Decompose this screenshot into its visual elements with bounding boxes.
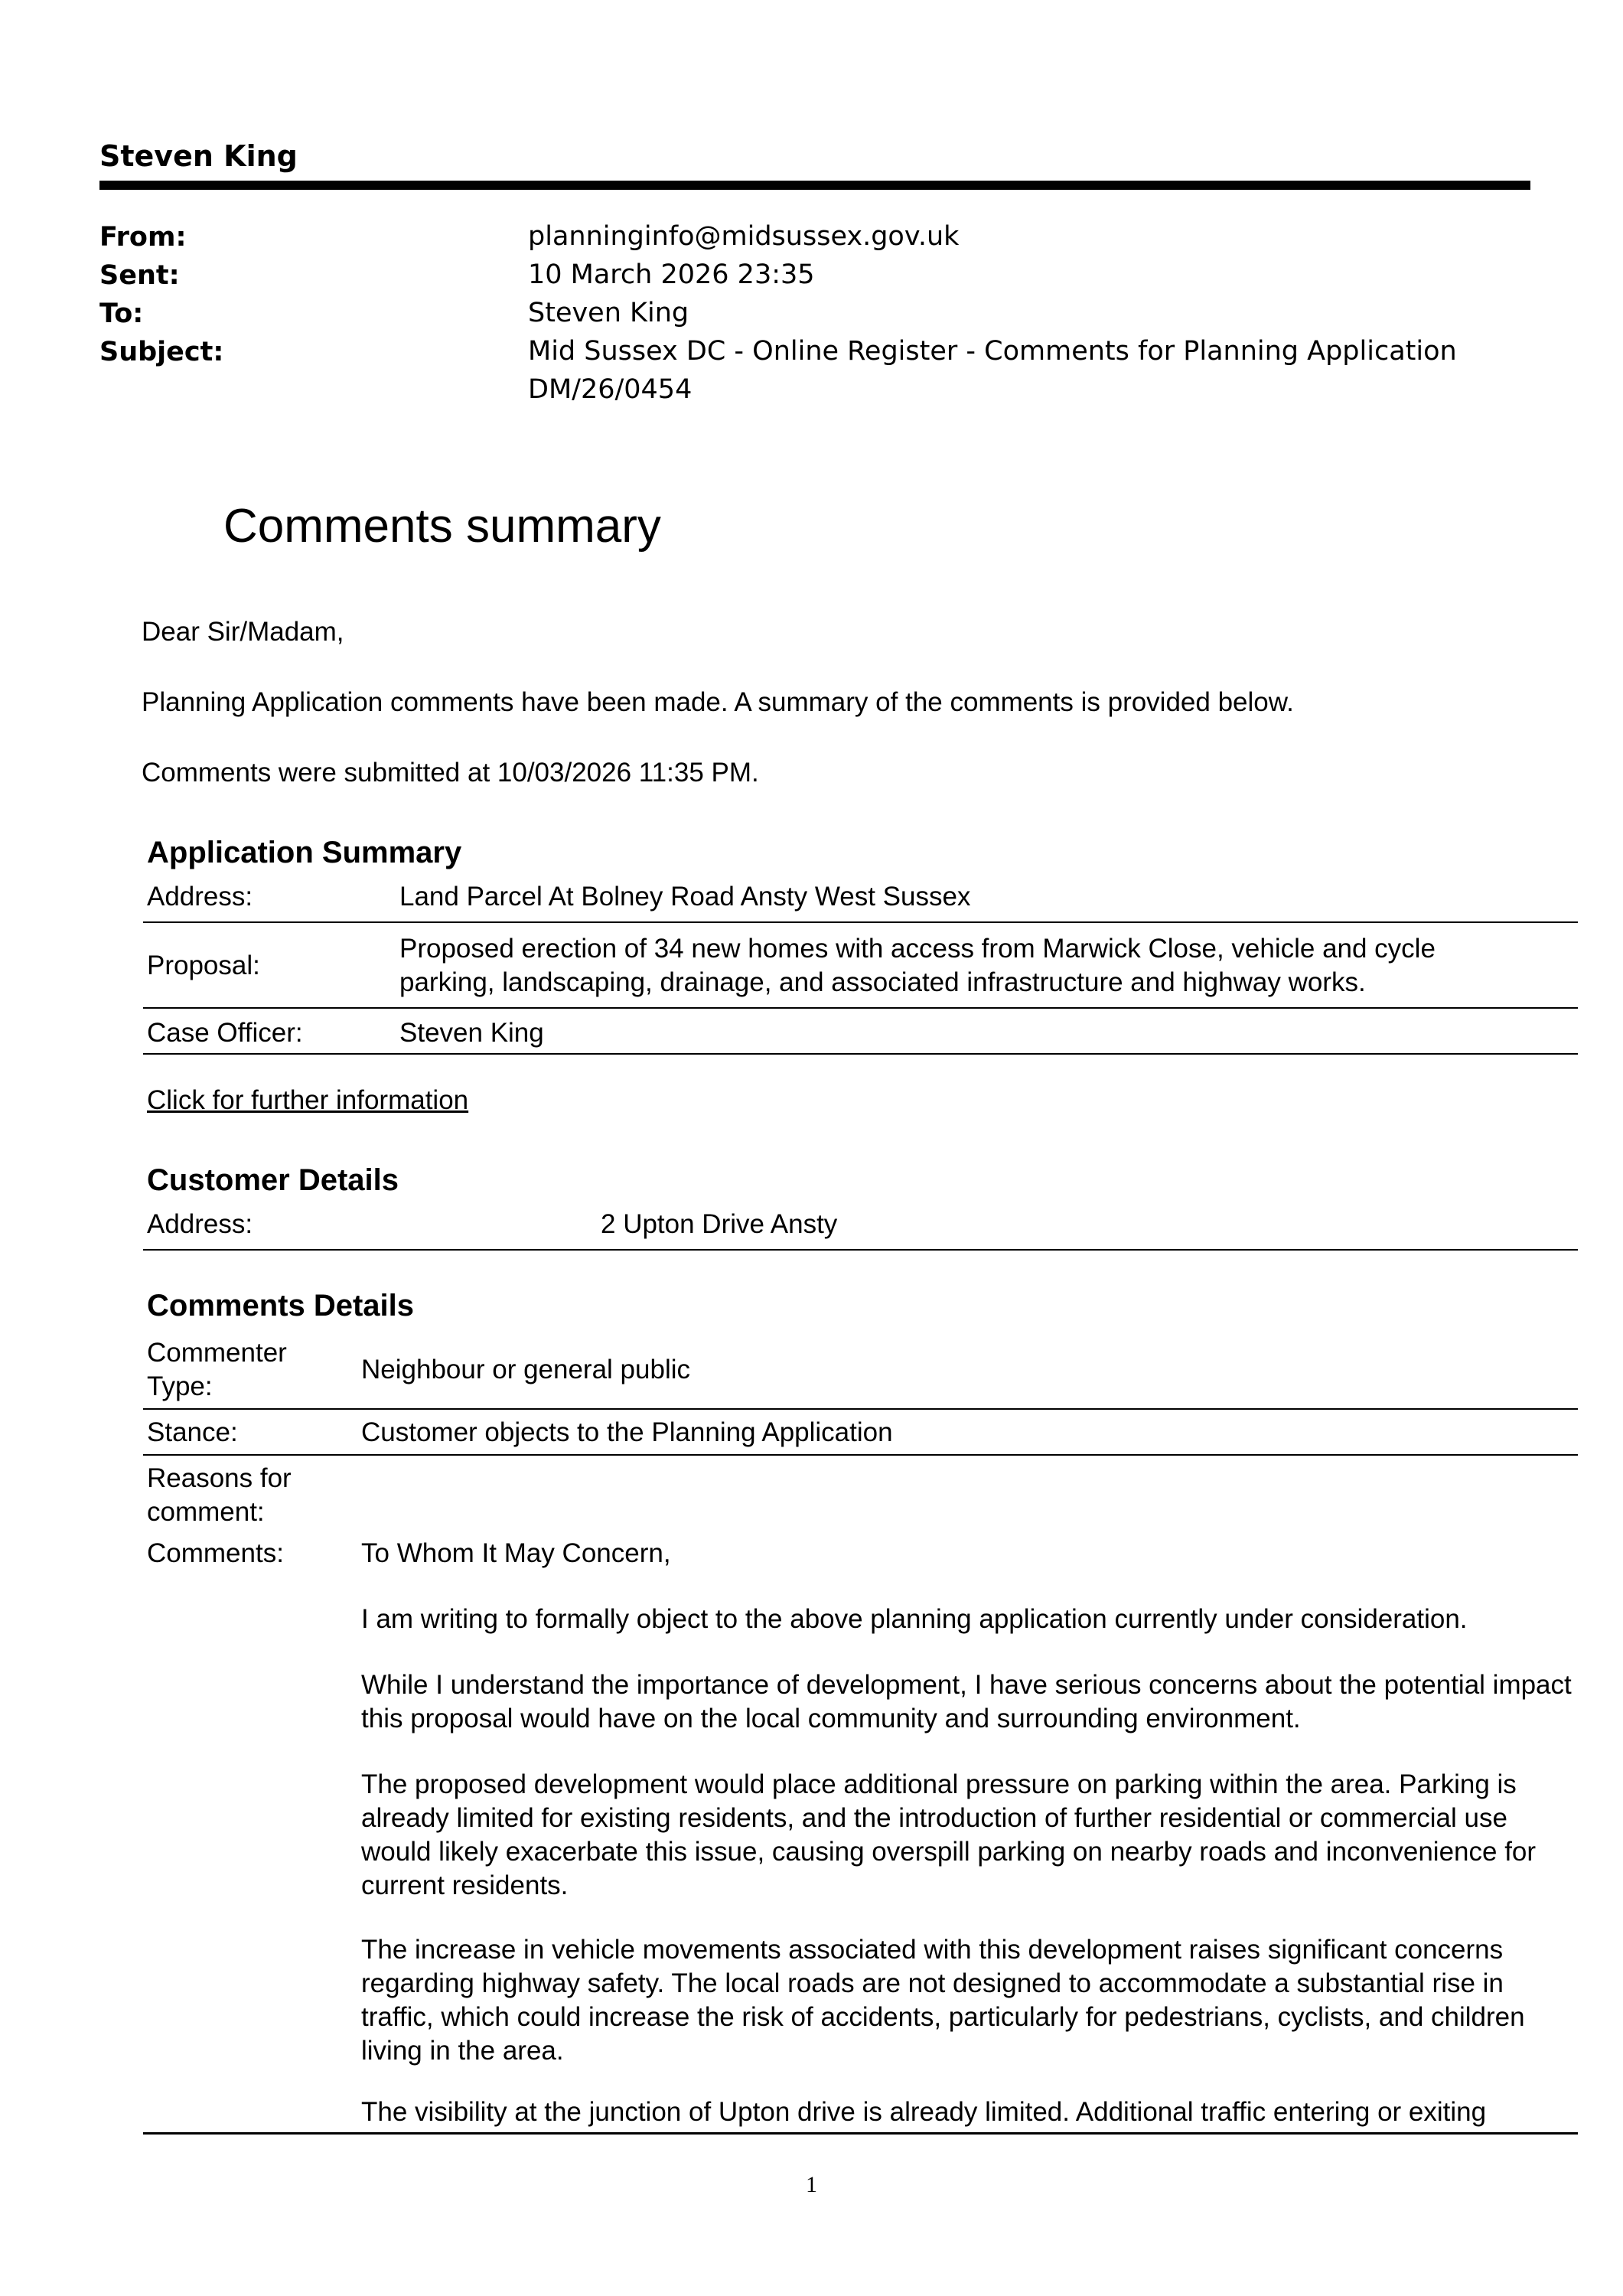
header-divider [99, 181, 1530, 190]
row-divider [143, 921, 1578, 923]
stance-label: Stance: [147, 1417, 238, 1447]
from-label: From: [99, 222, 187, 253]
sent-value: 10 March 2026 23:35 [528, 259, 815, 290]
submitted-text: Comments were submitted at 10/03/2026 11:35 PM. [142, 758, 759, 788]
further-information-link[interactable]: Click for further information [147, 1085, 469, 1115]
comments-details-title: Comments Details [147, 1289, 414, 1322]
comment-paragraph: I am writing to formally object to the above planning application currently under consideration. [361, 1604, 1468, 1634]
customer-address-label: Address: [147, 1209, 253, 1239]
subject-value-line2: DM/26/0454 [528, 374, 693, 405]
proposal-label: Proposal: [147, 951, 260, 980]
stance-value: Customer objects to the Planning Application [361, 1417, 893, 1447]
page-number: 1 [806, 2172, 817, 2197]
to-value: Steven King [528, 298, 689, 328]
customer-details-title: Customer Details [147, 1163, 399, 1197]
page-title: Comments summary [223, 500, 661, 553]
row-divider [143, 1053, 1578, 1055]
table-bottom-divider [143, 2132, 1578, 2135]
comment-paragraph: While I understand the importance of development, I have serious concerns about the potential impact this proposal would have on the local community and surrounding environment. [361, 1670, 1572, 1733]
row-divider [143, 1249, 1578, 1251]
comments-label: Comments: [147, 1538, 284, 1568]
row-divider [143, 1454, 1578, 1456]
sent-label: Sent: [99, 260, 180, 291]
proposal-value-line2: parking, landscaping, drainage, and associated infrastructure and highway works. [399, 967, 1366, 997]
commenter-type-value: Neighbour or general public [361, 1355, 690, 1384]
commenter-type-label-line1: Commenter [147, 1338, 287, 1368]
intro-text: Planning Application comments have been made. A summary of the comments is provided below. [142, 687, 1294, 717]
row-divider [143, 1408, 1578, 1410]
customer-address-value: 2 Upton Drive Ansty [601, 1209, 838, 1239]
greeting: Dear Sir/Madam, [142, 617, 344, 647]
proposal-value-line1: Proposed erection of 34 new homes with access from Marwick Close, vehicle and cycle [399, 934, 1436, 964]
from-value: planninginfo@midsussex.gov.uk [528, 221, 960, 252]
comment-paragraph: The visibility at the junction of Upton drive is already limited. Additional traffic entering or exiting [361, 2097, 1487, 2127]
case-officer-value: Steven King [399, 1018, 544, 1048]
commenter-type-label-line2: Type: [147, 1371, 213, 1401]
comment-paragraph: The increase in vehicle movements associated with this development raises significant concerns regarding highway safety. The local roads are not designed to accommodate a substantial rise in traffic, which could increase the risk of accidents, particularly for pedestrians, cyclists, and children living in the area. [361, 1935, 1525, 2066]
row-divider [143, 1007, 1578, 1009]
case-officer-label: Case Officer: [147, 1018, 303, 1048]
comment-salutation: To Whom It May Concern, [361, 1538, 671, 1568]
reasons-label-line2: comment: [147, 1497, 265, 1527]
application-summary-title: Application Summary [147, 836, 462, 869]
app-address-label: Address: [147, 882, 253, 912]
subject-value-line1: Mid Sussex DC - Online Register - Comments for Planning Application [528, 336, 1457, 367]
reasons-label-line1: Reasons for [147, 1463, 292, 1493]
comment-paragraph: The proposed development would place additional pressure on parking within the area. Parking is already limited for existing residents, and the introduction of further residential or commercial use would likely exacerbate this issue, causing overspill parking on nearby roads and inconvenience for current residents. [361, 1769, 1537, 1900]
email-sender-name: Steven King [99, 139, 298, 173]
app-address-value: Land Parcel At Bolney Road Ansty West Sussex [399, 882, 971, 912]
to-label: To: [99, 298, 144, 329]
subject-label: Subject: [99, 337, 224, 367]
